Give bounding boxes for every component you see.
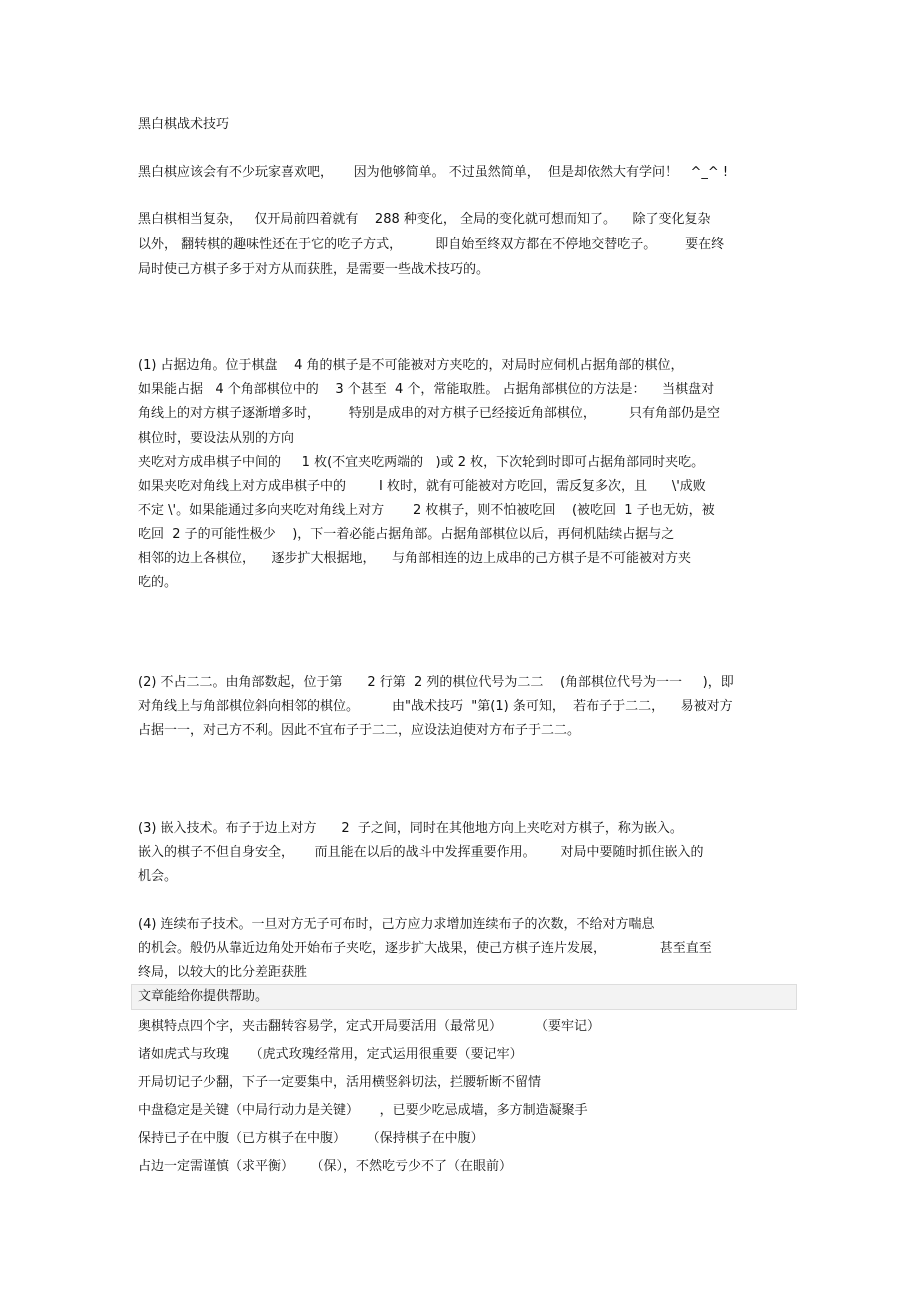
poem-line: 开局切记子少翻，下子一定要集中，活用横竖斜切法，拦腰斩断不留情	[138, 1075, 542, 1090]
section1-line: 不定 \'。如果能通过多向夹吃对角线上对方 2 枚棋子，则不怕被吃回 (被吃回 1 子也无妨，被	[138, 503, 715, 518]
section1-line: 棋位时，要设法从别的方向	[138, 431, 295, 446]
highlight-banner	[131, 984, 797, 1010]
section1-line: 吃的。	[138, 575, 178, 590]
section3-line: 嵌入的棋子不但自身安全， 而且能在以后的战斗中发挥重要作用。 对局中要随时抓住嵌入的	[138, 845, 704, 860]
document-title: 黑白棋战术技巧	[138, 117, 230, 132]
section1-line: 如果能占据 4 个角部棋位中的 3 个甚至 4 个，常能取胜。 占据角部棋位的方法是： 当棋盘对	[138, 382, 715, 397]
para1-line: 局时使己方棋子多于对方从而获胜，是需要一些战术技巧的。	[138, 262, 490, 277]
section1-line: 吃回 2 子的可能性极少 )，下一着必能占据角部。占据角部棋位以后，再伺机陆续占据与之	[138, 527, 675, 542]
para1-line: 以外， 翻转棋的趣味性还在于它的吃子方式， 即自始至终双方都在不停地交替吃子。 要在终	[138, 237, 725, 252]
section3-line: 机会。	[138, 869, 178, 884]
section1-line: (1) 占据边角。位于棋盘 4 角的棋子是不可能被对方夹吃的，对局时应伺机占据角部的棋位，	[138, 358, 684, 373]
section1-line: 角线上的对方棋子逐渐增多时， 特别是成串的对方棋子已经接近角部棋位， 只有角部仍是空	[138, 406, 720, 421]
section1-line: 相邻的边上各棋位， 逐步扩大根据地， 与角部相连的边上成串的己方棋子是不可能被对方夹	[138, 551, 692, 566]
banner-text: 文章能给你提供帮助。	[138, 989, 269, 1004]
poem-line: 保持已子在中腹（已方棋子在中腹） （保持棋子在中腹）	[138, 1131, 484, 1146]
para1-line: 黑白棋相当复杂， 仅开局前四着就有 288 种变化， 全局的变化就可想而知了。 除了变化复杂	[138, 212, 711, 227]
section3-line: (3) 嵌入技术。布子于边上对方 2 子之间，同时在其他地方向上夹吃对方棋子，称为嵌入。	[138, 821, 683, 836]
section4-line: 的机会。般仍从靠近边角处开始布子夹吃，逐步扩大战果，使己方棋子连片发展， 甚至直至	[138, 941, 712, 956]
section1-line: 如果夹吃对角线上对方成串棋子中的 I 枚时，就有可能被对方吃回，需反复多次，且 \'成败	[138, 479, 706, 494]
section2-line: 占据一一，对己方不利。因此不宜布子于二二，应设法迫使对方布子于二二。	[138, 723, 581, 738]
poem-line: 诸如虎式与玫瑰 （虎式玫瑰经常用，定式运用很重要（要记牢）	[138, 1047, 523, 1062]
section2-line: (2) 不占二二。由角部数起，位于第 2 行第 2 列的棋位代号为二二 (角部棋位代号为一一 )，即	[138, 675, 734, 690]
section4-line: (4) 连续布子技术。一旦对方无子可布时，己方应力求增加连续布子的次数，不给对方喘息	[138, 917, 655, 932]
section1-line: 夹吃对方成串棋子中间的 1 枚(不宜夹吃两端的 )或 2 枚，下次轮到时即可占据角部同时夹吃。	[138, 455, 705, 470]
poem-line: 占边一定需谨慎（求平衡） （保），不然吃亏少不了（在眼前）	[138, 1159, 513, 1174]
section4-line: 终局，以较大的比分差距获胜	[138, 965, 308, 980]
poem-line: 中盘稳定是关键（中局行动力是关键） ，已要少吃忌成墙，多方制造凝聚手	[138, 1103, 588, 1118]
intro-paragraph: 黑白棋应该会有不少玩家喜欢吧， 因为他够简单。 不过虽然简单， 但是却依然大有学问！ ^_^ !	[138, 165, 729, 180]
section2-line: 对角线上与角部棋位斜向相邻的棋位。 由"战术技巧 "第(1) 条可知， 若布子于二二， 易被对方	[138, 699, 733, 714]
poem-line: 奥棋特点四个字，夹击翻转容易学，定式开局要活用（最常见） （要牢记）	[138, 1019, 601, 1034]
